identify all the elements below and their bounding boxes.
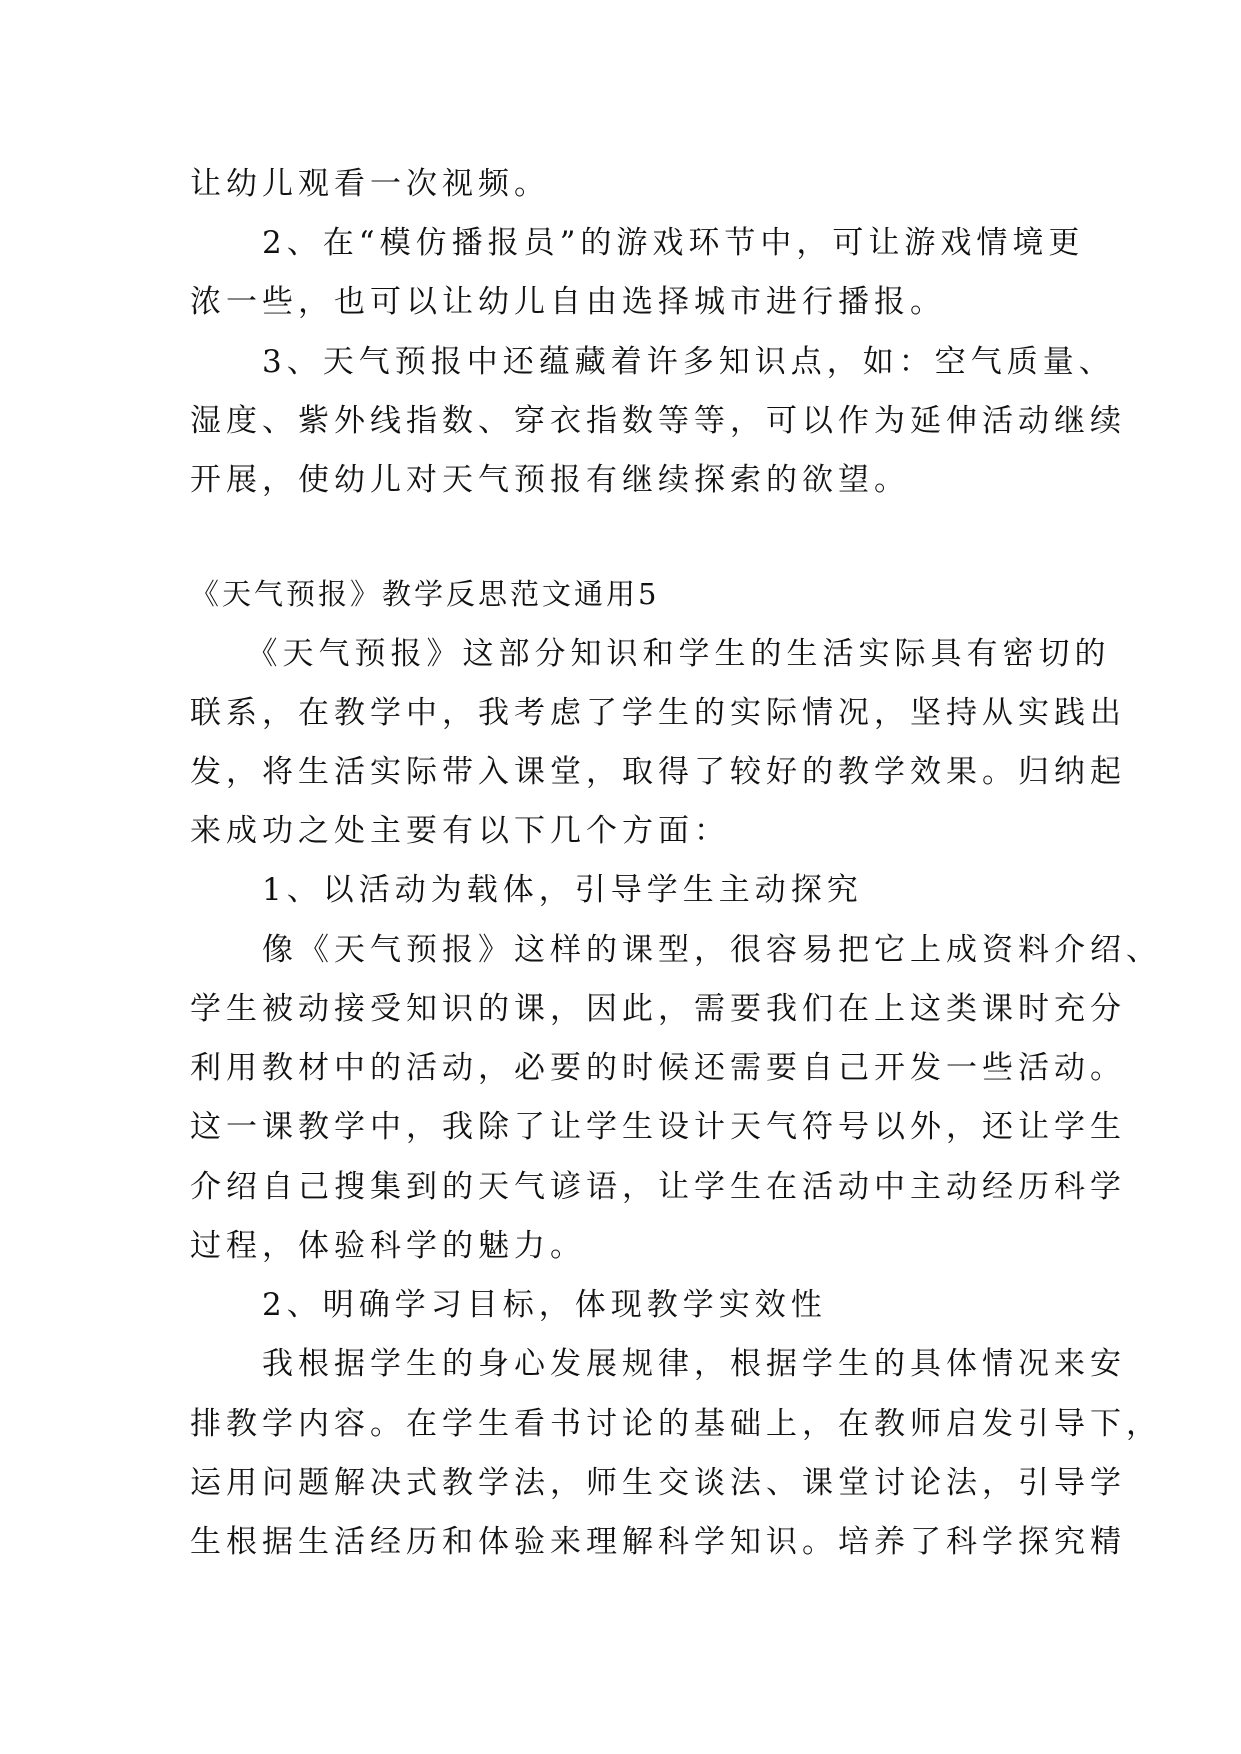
- text-line: 像《天气预报》这样的课型，很容易把它上成资料介绍、: [190, 932, 1162, 968]
- text-line: 开展，使幼儿对天气预报有继续探索的欲望。: [190, 462, 910, 498]
- text-line: 湿度、紫外线指数、穿衣指数等等，可以作为延伸活动继续: [190, 403, 1126, 439]
- text-line: 来成功之处主要有以下几个方面：: [190, 813, 730, 849]
- section-heading: 《天气预报》教学反思范文通用5: [190, 577, 660, 611]
- text-line: 生根据生活经历和体验来理解科学知识。培养了科学探究精: [190, 1524, 1126, 1560]
- text-line: 让幼儿观看一次视频。: [190, 166, 550, 202]
- text-line: 这一课教学中，我除了让学生设计天气符号以外，还让学生: [190, 1109, 1126, 1145]
- text-line: 我根据学生的身心发展规律，根据学生的具体情况来安: [190, 1346, 1126, 1382]
- text-line: 学生被动接受知识的课，因此，需要我们在上这类课时充分: [190, 991, 1126, 1027]
- text-line: 浓一些，也可以让幼儿自由选择城市进行播报。: [190, 284, 946, 320]
- text-line: 介绍自己搜集到的天气谚语，让学生在活动中主动经历科学: [190, 1169, 1126, 1205]
- subheading-line: 1、以活动为载体，引导学生主动探究: [190, 872, 863, 908]
- subheading-line: 2、明确学习目标，体现教学实效性: [190, 1287, 827, 1323]
- text-line: 3、天气预报中还蕴藏着许多知识点，如：空气质量、: [190, 344, 1115, 380]
- text-line: 联系，在教学中，我考虑了学生的实际情况，坚持从实践出: [190, 695, 1126, 731]
- text-line: 运用问题解决式教学法，师生交谈法、课堂讨论法，引导学: [190, 1465, 1126, 1501]
- text-line: 排教学内容。在学生看书讨论的基础上，在教师启发引导下，: [190, 1406, 1162, 1442]
- text-line: 发，将生活实际带入课堂，取得了较好的教学效果。归纳起: [190, 754, 1126, 790]
- text-line: 利用教材中的活动，必要的时候还需要自己开发一些活动。: [190, 1050, 1126, 1086]
- text-line: 《天气预报》这部分知识和学生的生活实际具有密切的: [190, 636, 1111, 672]
- text-line: 2、在“模仿播报员”的游戏环节中，可让游戏情境更: [190, 225, 1085, 261]
- text-line: 过程，体验科学的魅力。: [190, 1228, 586, 1264]
